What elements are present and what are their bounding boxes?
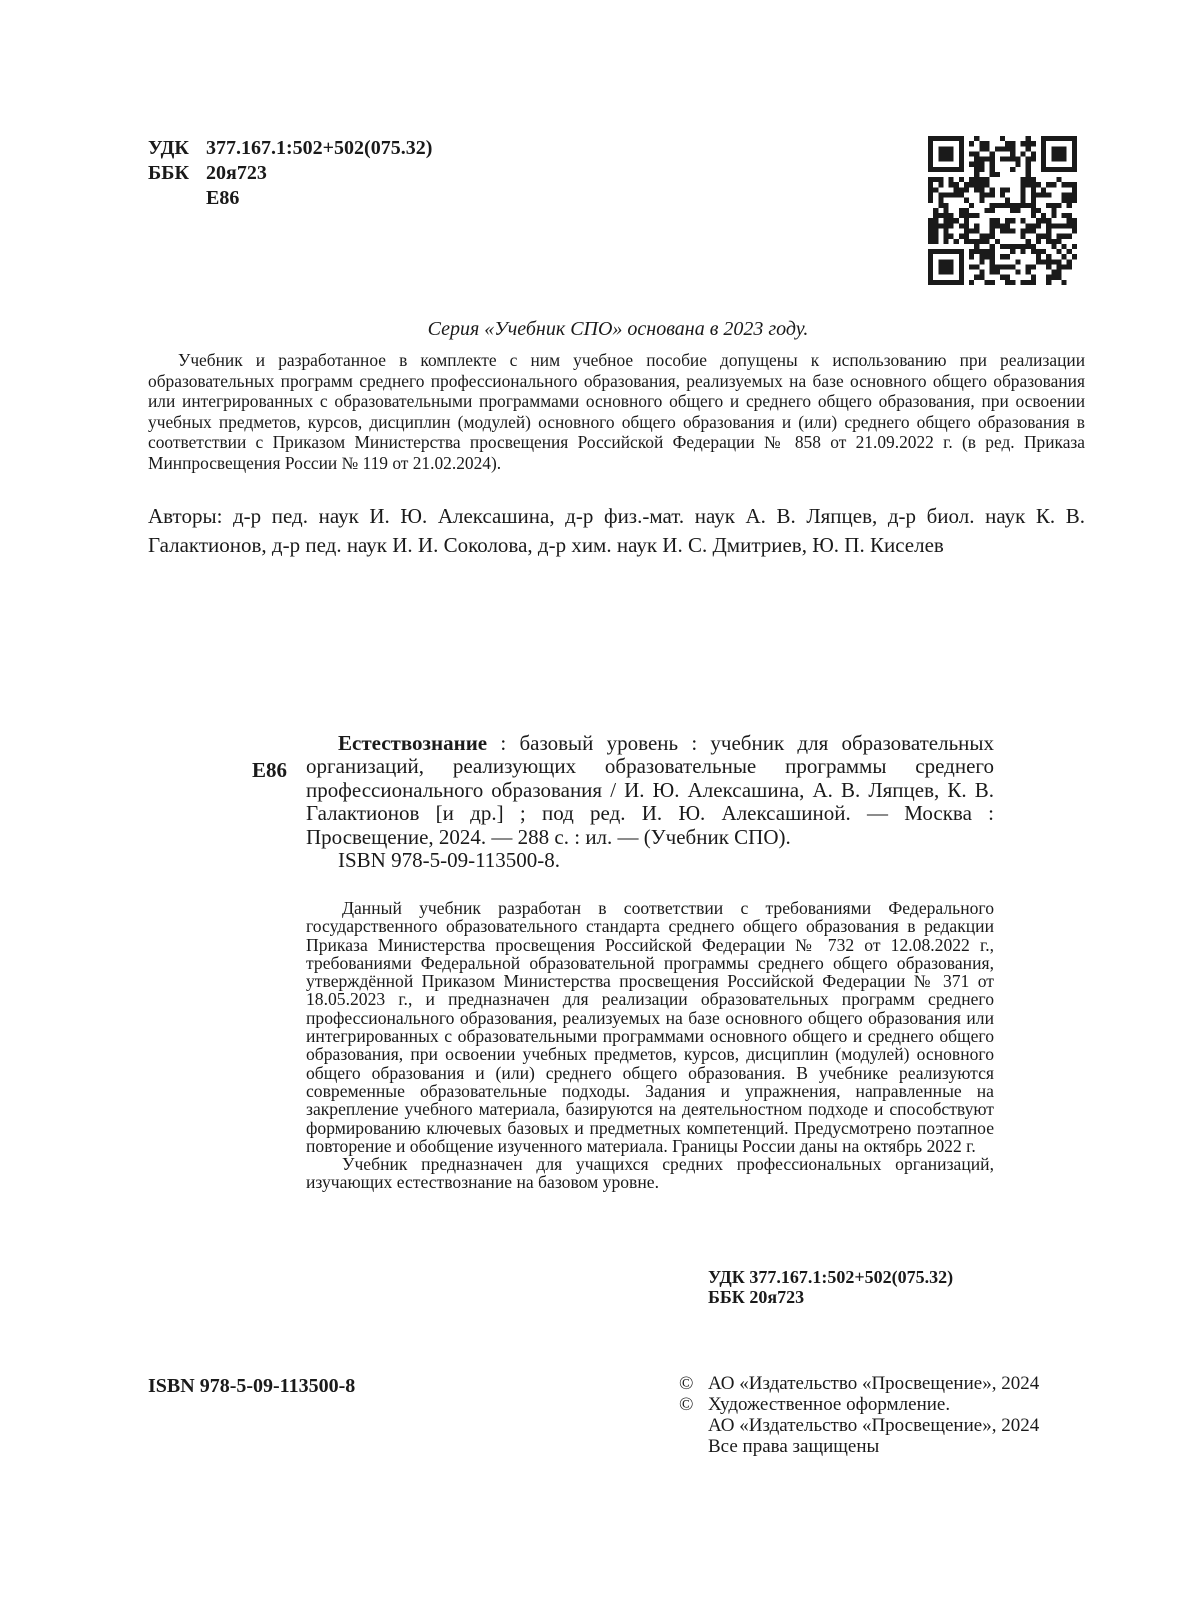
annotation-paragraph-1: Данный учебник разработан в соответствии с требованиями Федерального государственного образовательного стандарта среднего общего образования в редакции Приказа Министерства просвещения Российской Федерации № 732 от 12.08.2022 г., требованиями Федеральной образовательной программы среднего общего образования, утверждённой Приказом Министерства просвещения Российской Федерации № 371 от 18.05.2023 г., и предназначен для реализации образовательных программ среднего профессионального образования, реализуемых на базе основного общего образования или интегрированных с образовательными программами основного общего и среднего общего образования, при освоении учебных предметов, курсов, дисциплин (модулей) основного общего образования и (или) среднего общего образования. В учебнике реализуются современные образовательные подходы. Задания и упражнения, направленные на закрепление учебного материала, базируются на деятельностном подходе и способствуют формированию ключевых базовых и предметных компетенций. Предусмотрено поэтапное повторение и обобщение изученного материала. Границы России даны на октябрь 2022 г. bbox=[306, 898, 994, 1156]
copyright-line-4 bbox=[679, 1436, 1039, 1457]
author-mark: Е86 bbox=[206, 187, 240, 209]
bbk-label: ББК bbox=[148, 162, 189, 184]
annotation-paragraph-2: Учебник предназначен для учащихся средних профессиональных организаций, изучающих естествознание на базовом уровне. bbox=[306, 1154, 994, 1193]
udk-value: 377.167.1:502+502(075.32) bbox=[206, 137, 433, 159]
catalog-title-rest: : базовый уровень : учебник для образовательных организаций, реализующих образовательные программы среднего профессионального образования / И. Ю. Алексашина, А. В. Ляпцев, К. В. Галактионов [и др.] ; под ред. И. Ю. Алексашиной. — Москва : Просвещение, 2024. — 288 с. : ил. — (Учебник СПО). bbox=[306, 731, 994, 849]
bbk-value: 20я723 bbox=[206, 162, 267, 184]
catalog-description bbox=[306, 732, 994, 872]
udk-label: УДК bbox=[148, 137, 189, 159]
approval-text: Учебник и разработанное в комплекте с ним учебное пособие допущены к использованию при реализации образовательных программ среднего профессионального образования, реализуемых на базе основного общего образования или интегрированных с образовательными программами основного общего и среднего общего образования, при освоении учебных предметов, курсов, дисциплин (модулей) основного общего образования и (или) среднего общего образования в соответствии с Приказом Министерства просвещения Российской Федерации № 858 от 21.09.2022 г. (в ред. Приказа Минпросвещения России № 119 от 21.02.2024). bbox=[148, 350, 1085, 473]
isbn-bottom: ISBN 978-5-09-113500-8 bbox=[148, 1375, 356, 1397]
copyright-icon: © bbox=[679, 1394, 694, 1415]
qr-code-icon bbox=[928, 136, 1077, 285]
udk-row bbox=[148, 136, 432, 161]
classification-codes bbox=[148, 136, 432, 211]
copyright-text-1: АО «Издательство «Просвещение», 2024 bbox=[708, 1373, 1040, 1394]
authors-list: Авторы: д-р пед. наук И. Ю. Алексашина, д-р физ.-мат. наук А. В. Ляпцев, д-р биол. наук К. В. Галактионов, д-р пед. наук И. И. Соколова, д-р хим. наук И. С. Дмитриев, Ю. П. Киселев bbox=[148, 504, 1085, 557]
copyright-icon: © bbox=[679, 1373, 694, 1394]
catalog-annotation bbox=[306, 899, 994, 1192]
copyright-line-2 bbox=[679, 1394, 1039, 1415]
catalog-title: Естествознание bbox=[338, 731, 488, 755]
copyright-text-2b: АО «Издательство «Просвещение», 2024 bbox=[708, 1415, 1040, 1436]
copyright-text-2a: Художественное оформление. bbox=[708, 1394, 951, 1415]
catalog-author-mark: Е86 bbox=[252, 758, 288, 782]
copyright-block bbox=[679, 1373, 1039, 1457]
catalog-title-block bbox=[306, 732, 994, 849]
approval-notice bbox=[148, 350, 1085, 474]
catalog-bbk: ББК 20я723 bbox=[708, 1287, 805, 1307]
catalog-isbn: ISBN 978-5-09-113500-8. bbox=[338, 848, 561, 873]
rights-text: Все права защищены bbox=[708, 1436, 880, 1457]
copyright-line-3 bbox=[679, 1415, 1039, 1436]
bbk-row bbox=[148, 161, 432, 186]
catalog-codes bbox=[708, 1267, 953, 1307]
copyright-line-1 bbox=[679, 1373, 1039, 1394]
series-note: Серия «Учебник СПО» основана в 2023 году. bbox=[427, 318, 809, 340]
catalog-udk: УДК 377.167.1:502+502(075.32) bbox=[708, 1267, 954, 1287]
